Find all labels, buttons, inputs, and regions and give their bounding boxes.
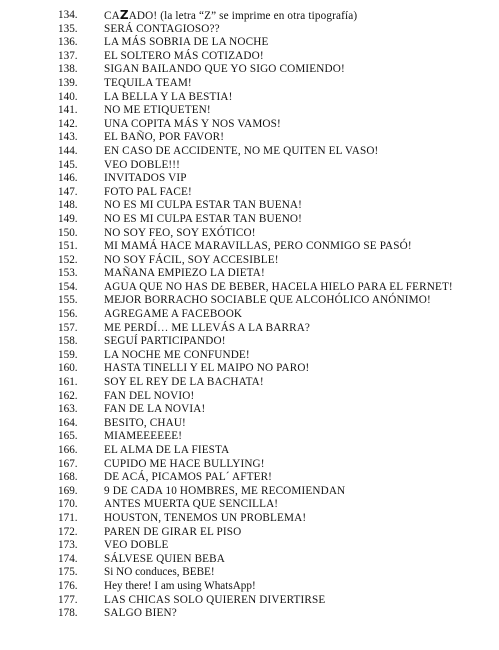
list-item	[0, 335, 499, 349]
list-item	[0, 430, 499, 444]
item-text: 9 DE CADA 10 HOMBRES, ME RECOMIENDAN	[104, 484, 346, 497]
list-item	[0, 607, 499, 621]
item-number: 175.	[58, 566, 78, 579]
item-number: 164.	[58, 416, 78, 429]
item-text: MIAMEEEEEE!	[104, 430, 183, 443]
list-item	[0, 159, 499, 173]
item-text: LAS CHICAS SOLO QUIEREN DIVERTIRSE	[104, 593, 326, 606]
item-number: 156.	[58, 308, 78, 321]
item-text: PAREN DE GIRAR EL PISO	[104, 525, 242, 538]
item-text: NO SOY FEO, SOY EXÓTICO!	[104, 226, 256, 239]
list-item	[0, 77, 499, 91]
item-number: 138.	[58, 63, 78, 76]
list-item	[0, 23, 499, 37]
list-item	[0, 172, 499, 186]
list-item	[0, 240, 499, 254]
item-number: 148.	[58, 199, 78, 212]
item-text: LA BELLA Y LA BESTIA!	[104, 90, 233, 103]
item-text: FOTO PAL FACE!	[104, 185, 192, 198]
list-item	[0, 213, 499, 227]
list-item	[0, 186, 499, 200]
list-item	[0, 118, 499, 132]
item-number: 169.	[58, 484, 78, 497]
item-number: 142.	[58, 117, 78, 130]
item-text: UNA COPITA MÁS Y NOS VAMOS!	[104, 117, 281, 130]
item-text: MAÑANA EMPIEZO LA DIETA!	[104, 267, 265, 280]
item-text: EL BAÑO, POR FAVOR!	[104, 131, 225, 144]
item-number: 173.	[58, 539, 78, 552]
item-text: Si NO conduces, BEBE!	[104, 566, 215, 579]
item-number: 168.	[58, 471, 78, 484]
item-number: 172.	[58, 525, 78, 538]
item-text: BESITO, CHAU!	[104, 416, 186, 429]
item-text: AGUA QUE NO HAS DE BEBER, HACELA HIELO PARA EL FERNET!	[104, 280, 453, 293]
item-number: 147.	[58, 185, 78, 198]
list-item	[0, 349, 499, 363]
list-item	[0, 308, 499, 322]
item-number: 151.	[58, 240, 78, 253]
item-number: 171.	[58, 511, 78, 524]
list-item	[0, 227, 499, 241]
item-number: 152.	[58, 253, 78, 266]
item-number: 145.	[58, 158, 78, 171]
item-number: 174.	[58, 552, 78, 565]
list-item	[0, 104, 499, 118]
item-text: ANTES MUERTA QUE SENCILLA!	[104, 498, 279, 511]
item-text: NO ME ETIQUETEN!	[104, 104, 211, 117]
item-text: SEGUÍ PARTICIPANDO!	[104, 335, 226, 348]
item-number: 143.	[58, 131, 78, 144]
item-number: 141.	[58, 104, 78, 117]
item-number: 139.	[58, 76, 78, 89]
item-number: 158.	[58, 335, 78, 348]
list-item	[0, 91, 499, 105]
list-item	[0, 580, 499, 594]
item-text: NO ES MI CULPA ESTAR TAN BUENO!	[104, 212, 303, 225]
item-number: 176.	[58, 579, 78, 592]
item-number: 161.	[58, 376, 78, 389]
item-text: CAZADO! (la letra “Z” se imprime en otra tipografía)	[104, 8, 358, 22]
item-text: VEO DOBLE	[104, 539, 169, 552]
item-number: 162.	[58, 389, 78, 402]
item-text: MI MAMÁ HACE MARAVILLAS, PERO CONMIGO SE PASÓ!	[104, 240, 412, 253]
list-item	[0, 498, 499, 512]
list-item	[0, 254, 499, 268]
item-number: 159.	[58, 348, 78, 361]
item-text: EN CASO DE ACCIDENTE, NO ME QUITEN EL VASO!	[104, 144, 379, 157]
list-item	[0, 267, 499, 281]
list-item	[0, 50, 499, 64]
item-text: SÁLVESE QUIEN BEBA	[104, 552, 226, 565]
list-item	[0, 36, 499, 50]
list-item	[0, 63, 499, 77]
item-text: SIGAN BAILANDO QUE YO SIGO COMIENDO!	[104, 63, 345, 76]
list-item	[0, 566, 499, 580]
list-item	[0, 512, 499, 526]
item-text: LA NOCHE ME CONFUNDE!	[104, 348, 250, 361]
item-text: SALGO BIEN?	[104, 607, 177, 620]
item-text: EL SOLTERO MÁS COTIZADO!	[104, 49, 264, 62]
list-item	[0, 294, 499, 308]
item-number: 178.	[58, 607, 78, 620]
item-text: FAN DE LA NOVIA!	[104, 403, 206, 416]
list-item	[0, 417, 499, 431]
list-item	[0, 458, 499, 472]
item-number: 154.	[58, 280, 78, 293]
item-text: NO ES MI CULPA ESTAR TAN BUENA!	[104, 199, 303, 212]
item-text: NO SOY FÁCIL, SOY ACCESIBLE!	[104, 253, 279, 266]
item-text: HASTA TINELLI Y EL MAIPO NO PARO!	[104, 362, 310, 375]
list-item	[0, 526, 499, 540]
list-item	[0, 471, 499, 485]
list-item	[0, 281, 499, 295]
item-text: CUPIDO ME HACE BULLYING!	[104, 457, 265, 470]
list-item	[0, 444, 499, 458]
item-text: Hey there! I am using WhatsApp!	[104, 579, 256, 592]
item-number: 146.	[58, 172, 78, 185]
list-item	[0, 403, 499, 417]
item-text: TEQUILA TEAM!	[104, 76, 192, 89]
list-item	[0, 131, 499, 145]
item-text: SERÁ CONTAGIOSO??	[104, 22, 220, 35]
item-number: 170.	[58, 498, 78, 511]
item-number: 149.	[58, 212, 78, 225]
item-number: 165.	[58, 430, 78, 443]
list-item	[0, 145, 499, 159]
item-number: 134.	[58, 9, 78, 21]
item-number: 135.	[58, 22, 78, 35]
list-item	[0, 594, 499, 608]
item-number: 166.	[58, 444, 78, 456]
item-text: INVITADOS VIP	[104, 172, 187, 185]
item-text: EL ALMA DE LA FIESTA	[104, 444, 230, 456]
item-number: 155.	[58, 294, 78, 307]
item-number: 140.	[58, 90, 78, 103]
item-text: MEJOR BORRACHO SOCIABLE QUE ALCOHÓLICO ANÓNIMO!	[104, 294, 431, 307]
item-text: AGREGAME A FACEBOOK	[104, 308, 243, 321]
item-text: DE ACÁ, PICAMOS PAL´ AFTER!	[104, 471, 273, 484]
item-text: HOUSTON, TENEMOS UN PROBLEMA!	[104, 511, 307, 524]
item-number: 150.	[58, 226, 78, 239]
item-text: SOY EL REY DE LA BACHATA!	[104, 376, 264, 389]
list-item	[0, 362, 499, 376]
item-number: 157.	[58, 321, 78, 334]
item-number: 163.	[58, 403, 78, 416]
item-number: 167.	[58, 457, 78, 470]
list-item	[0, 390, 499, 404]
list-item	[0, 485, 499, 499]
item-number: 136.	[58, 36, 78, 49]
item-text: LA MÁS SOBRIA DE LA NOCHE	[104, 36, 269, 49]
item-text: VEO DOBLE!!!	[104, 158, 181, 171]
list-item	[0, 376, 499, 390]
item-number: 153.	[58, 267, 78, 280]
list-item	[0, 322, 499, 336]
list-item	[0, 553, 499, 567]
list-item	[0, 199, 499, 213]
item-number: 137.	[58, 49, 78, 62]
phrase-list	[0, 9, 499, 621]
list-item	[0, 539, 499, 553]
list-item	[0, 9, 499, 23]
item-text: ME PERDÍ… ME LLEVÁS A LA BARRA?	[104, 321, 311, 334]
item-number: 160.	[58, 362, 78, 375]
item-text: FAN DEL NOVIO!	[104, 389, 195, 402]
item-number: 144.	[58, 144, 78, 157]
item-number: 177.	[58, 593, 78, 606]
